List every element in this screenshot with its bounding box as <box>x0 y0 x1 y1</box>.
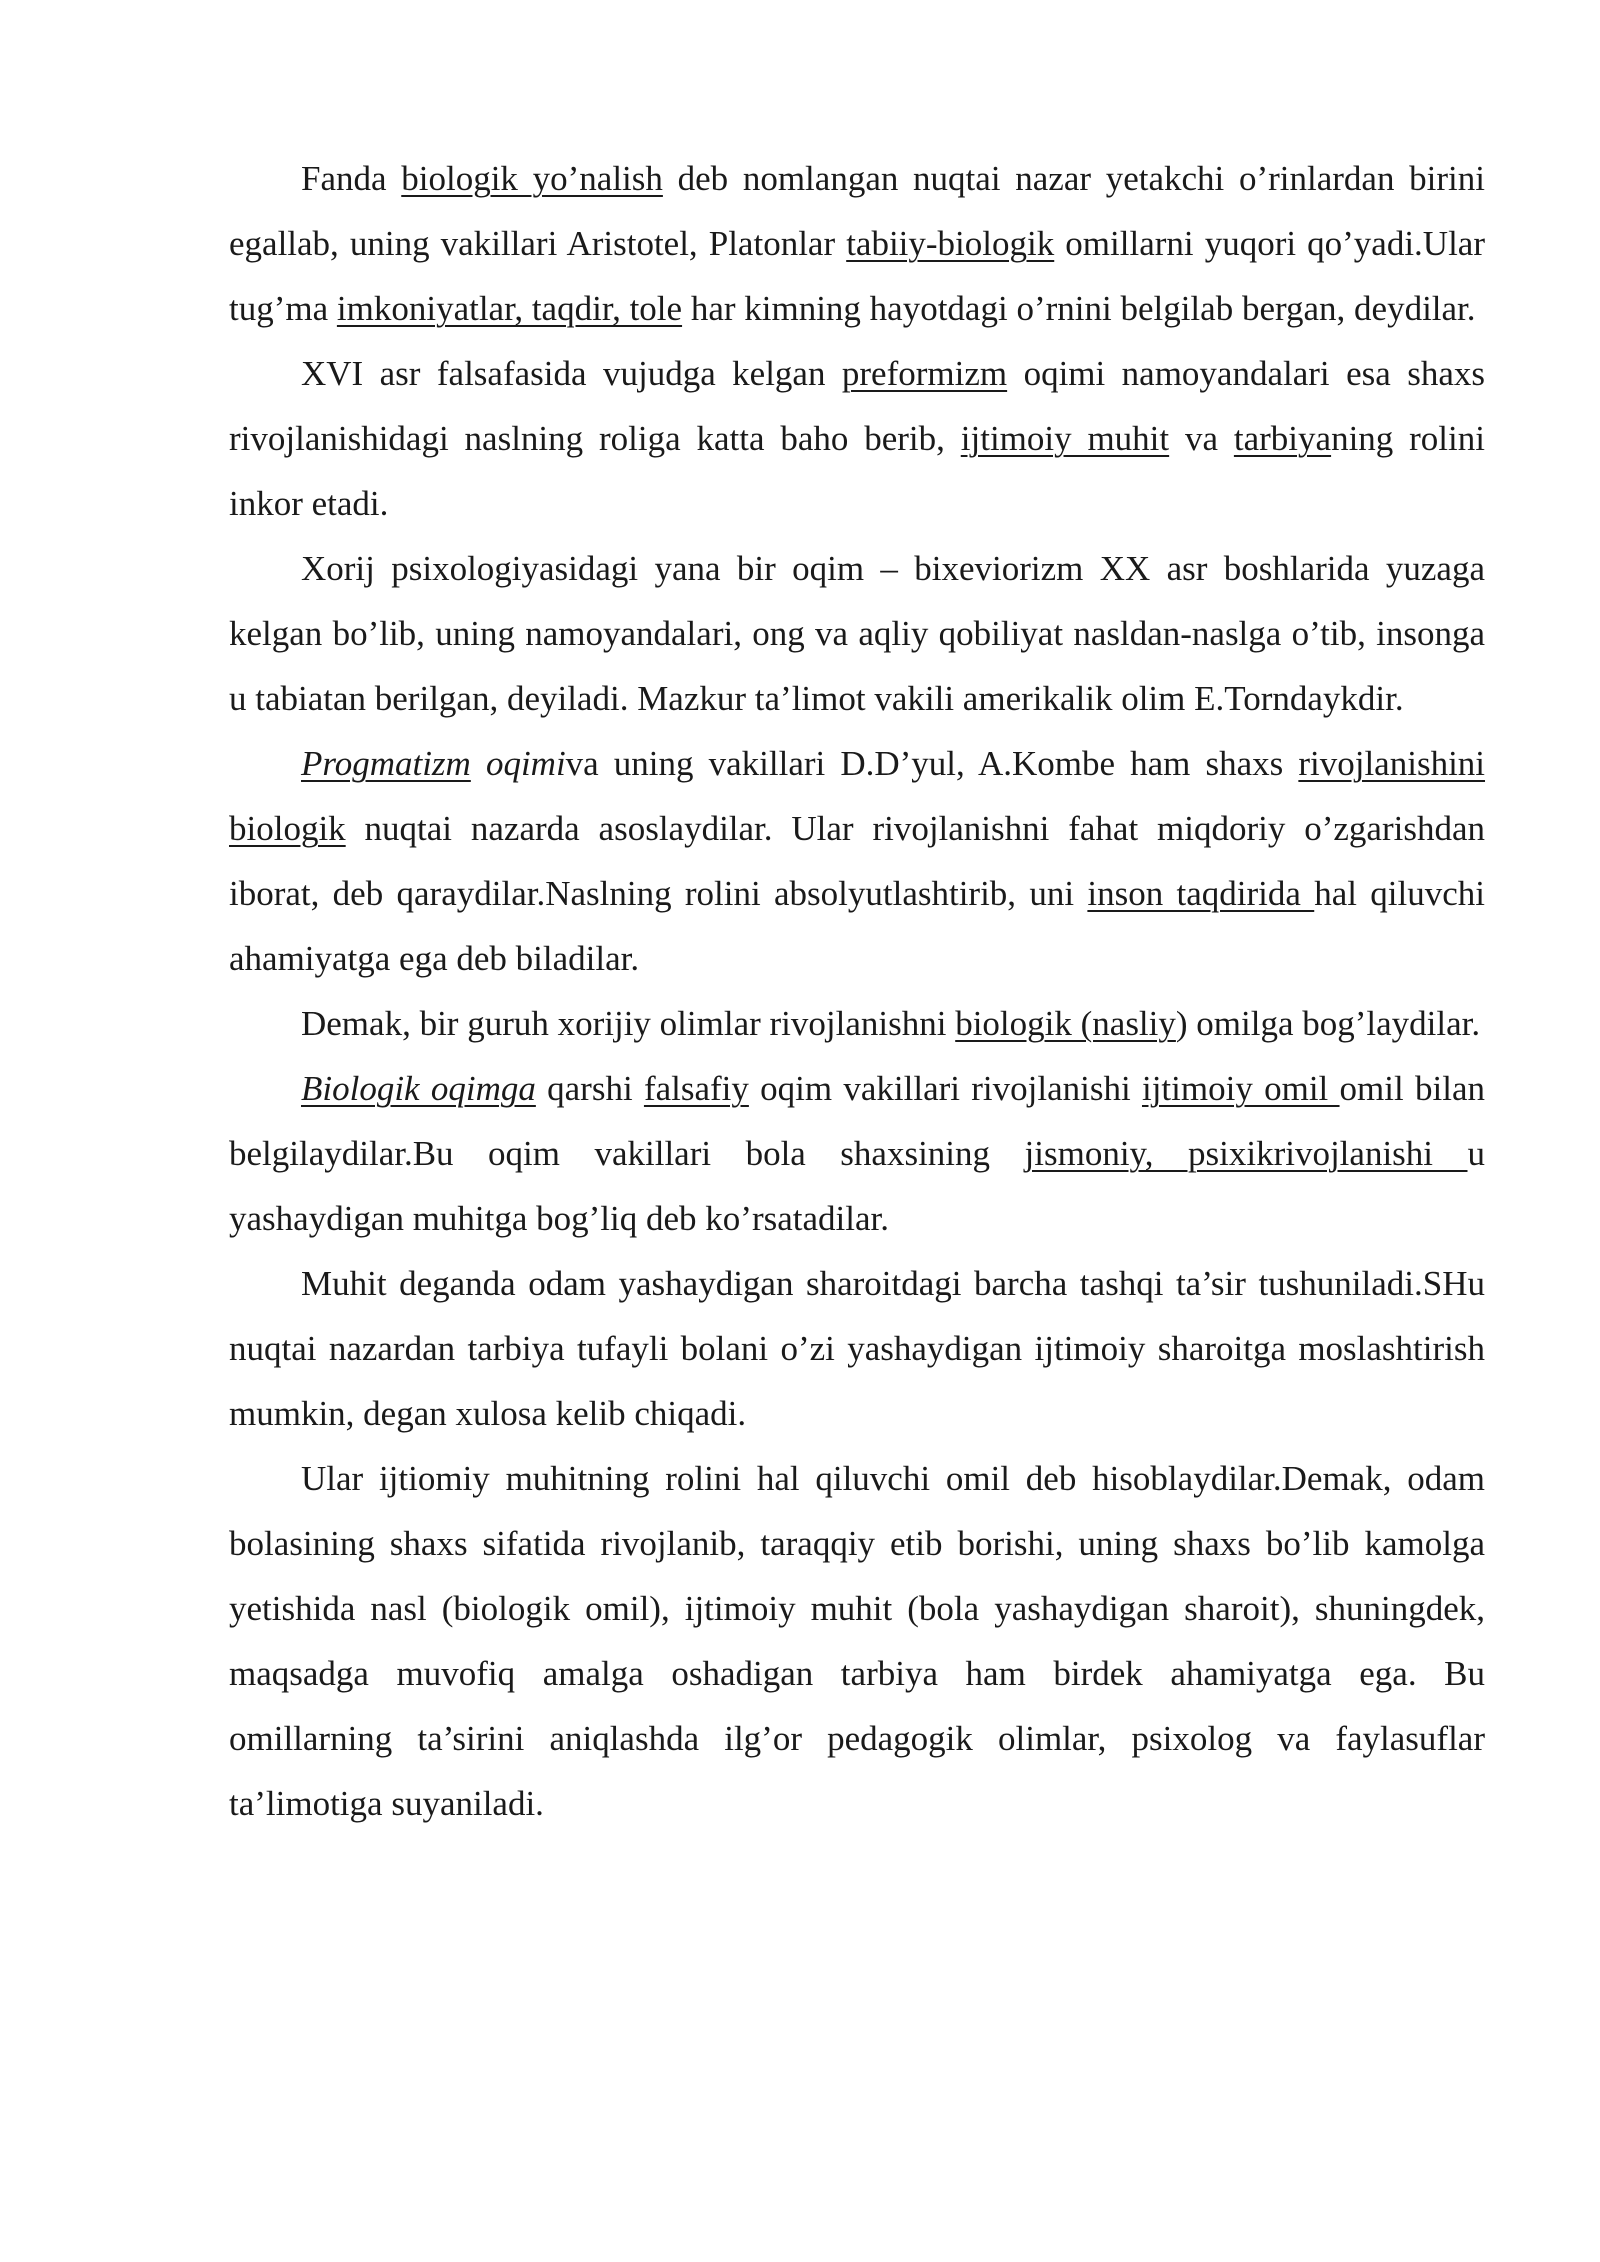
text-run: oqim vakillari rivojlanishi <box>748 1069 1142 1108</box>
paragraph <box>229 731 1485 991</box>
paragraph <box>229 1056 1485 1251</box>
underlined-term: imkoniyatlar, taqdir, tole <box>336 289 683 328</box>
text-run <box>471 744 486 783</box>
text-run: Muhit deganda odam yashaydigan sharoitdagi barcha tashqi ta’sir tushuniladi.SHu nuqtai nazardan tarbiya tufayli bolani o’zi yashaydigan ijtimoiy sharoitga moslashtirish mumkin, degan xulosa kelib chiqadi. <box>229 1264 1485 1433</box>
text-run: qarshi <box>535 1069 644 1108</box>
underlined-term: rivojlanishini biologik <box>229 744 1486 848</box>
italic-text: oqimi <box>485 744 566 783</box>
text-run: u yashaydigan muhitga bog’liq deb ko’rsatadilar. <box>229 1134 1485 1238</box>
text-run: ning rolini inkor etadi. <box>229 419 1485 523</box>
underlined-term: ijtimoiy omil <box>1141 1069 1340 1108</box>
underlined-term: falsafiy <box>643 1069 749 1108</box>
text-run: oqimi namoyandalari esa shaxs rivojlanishidagi naslning roliga katta baho berib, <box>229 354 1485 458</box>
underlined-term: tabiiy-biologik <box>846 224 1055 263</box>
text-run: Xorij psixologiyasidagi yana bir oqim – bixeviorizm XX asr boshlarida yuzaga kelgan bo’lib, uning namoyandalari, ong va aqliy qobiliyat nasldan-naslga o’tib, insonga u tabiatan berilgan, deyiladi. Mazkur ta’limot vakili amerikalik olim E.Torndaykdir. <box>229 549 1485 718</box>
text-run: Fanda <box>301 159 402 198</box>
text-run: Ular ijtiomiy muhitning rolini hal qiluvchi omil deb hisoblaydilar.Demak, odam bolasining shaxs sifatida rivojlanib, taraqqiy etib borishi, uning shaxs bo’lib kamolga yetishida nasl (biologik omil), ijtimoiy muhit (bola yashaydigan sharoit), shuningdek, maqsadga muvofiq amalga oshadigan tarbiya ham birdek ahamiyatga ega. Bu omillarning ta’sirini aniqlashda ilg’or pedagogik olimlar, psixolog va faylasuflar ta’limotiga suyaniladi. <box>229 1459 1485 1823</box>
paragraph <box>229 341 1485 536</box>
paragraph <box>229 146 1485 341</box>
underlined-term: Biologik oqimga <box>301 1069 536 1108</box>
text-run: omillarni yuqori qo’yadi.Ular tug’ma <box>229 224 1486 328</box>
paragraph <box>229 1251 1485 1446</box>
underlined-term: inson taqdirida <box>1087 874 1315 913</box>
underlined-term: Progmatizm <box>301 744 471 783</box>
text-run: omil bilan belgilaydilar.Bu oqim vakillari bola shaxsining <box>229 1069 1485 1173</box>
text-run: va <box>1169 419 1234 458</box>
text-run: nuqtai nazarda asoslaydilar. Ular rivojlanishni fahat miqdoriy o’zgarishdan iborat, deb qaraydilar.Naslning rolini absolyutlashtirib, uni <box>229 809 1485 913</box>
underlined-term: biologik yo’nalish <box>401 159 663 198</box>
text-run: XVI asr falsafasida vujudga kelgan <box>301 354 842 393</box>
text-run: Demak, bir guruh xorijiy olimlar rivojlanishni <box>301 1004 956 1043</box>
text-run: deb nomlangan nuqtai nazar yetakchi o’rinlardan birini egallab, uning vakillari Aristotel, Platonlar <box>229 159 1485 263</box>
underlined-term: ijtimoiy muhit <box>960 419 1170 458</box>
underlined-term: jismoniy, psixikrivojlanishi <box>1024 1134 1468 1173</box>
text-run: hal qiluvchi ahamiyatga ega deb biladilar. <box>229 874 1485 978</box>
underlined-term: preformizm <box>841 354 1008 393</box>
underlined-term: tarbiya <box>1233 419 1332 458</box>
text-run: har kimning hayotdagi o’rnini belgilab bergan, deydilar. <box>682 289 1476 328</box>
paragraph <box>229 536 1485 731</box>
paragraph <box>229 991 1485 1056</box>
underlined-term: biologik (nasliy <box>955 1004 1176 1043</box>
paragraph <box>229 1446 1485 1836</box>
text-run: va uning vakillari D.D’yul, A.Kombe ham shaxs <box>565 744 1299 783</box>
text-run: ) omilga bog’laydilar. <box>1175 1004 1481 1043</box>
document-body <box>229 146 1485 1836</box>
